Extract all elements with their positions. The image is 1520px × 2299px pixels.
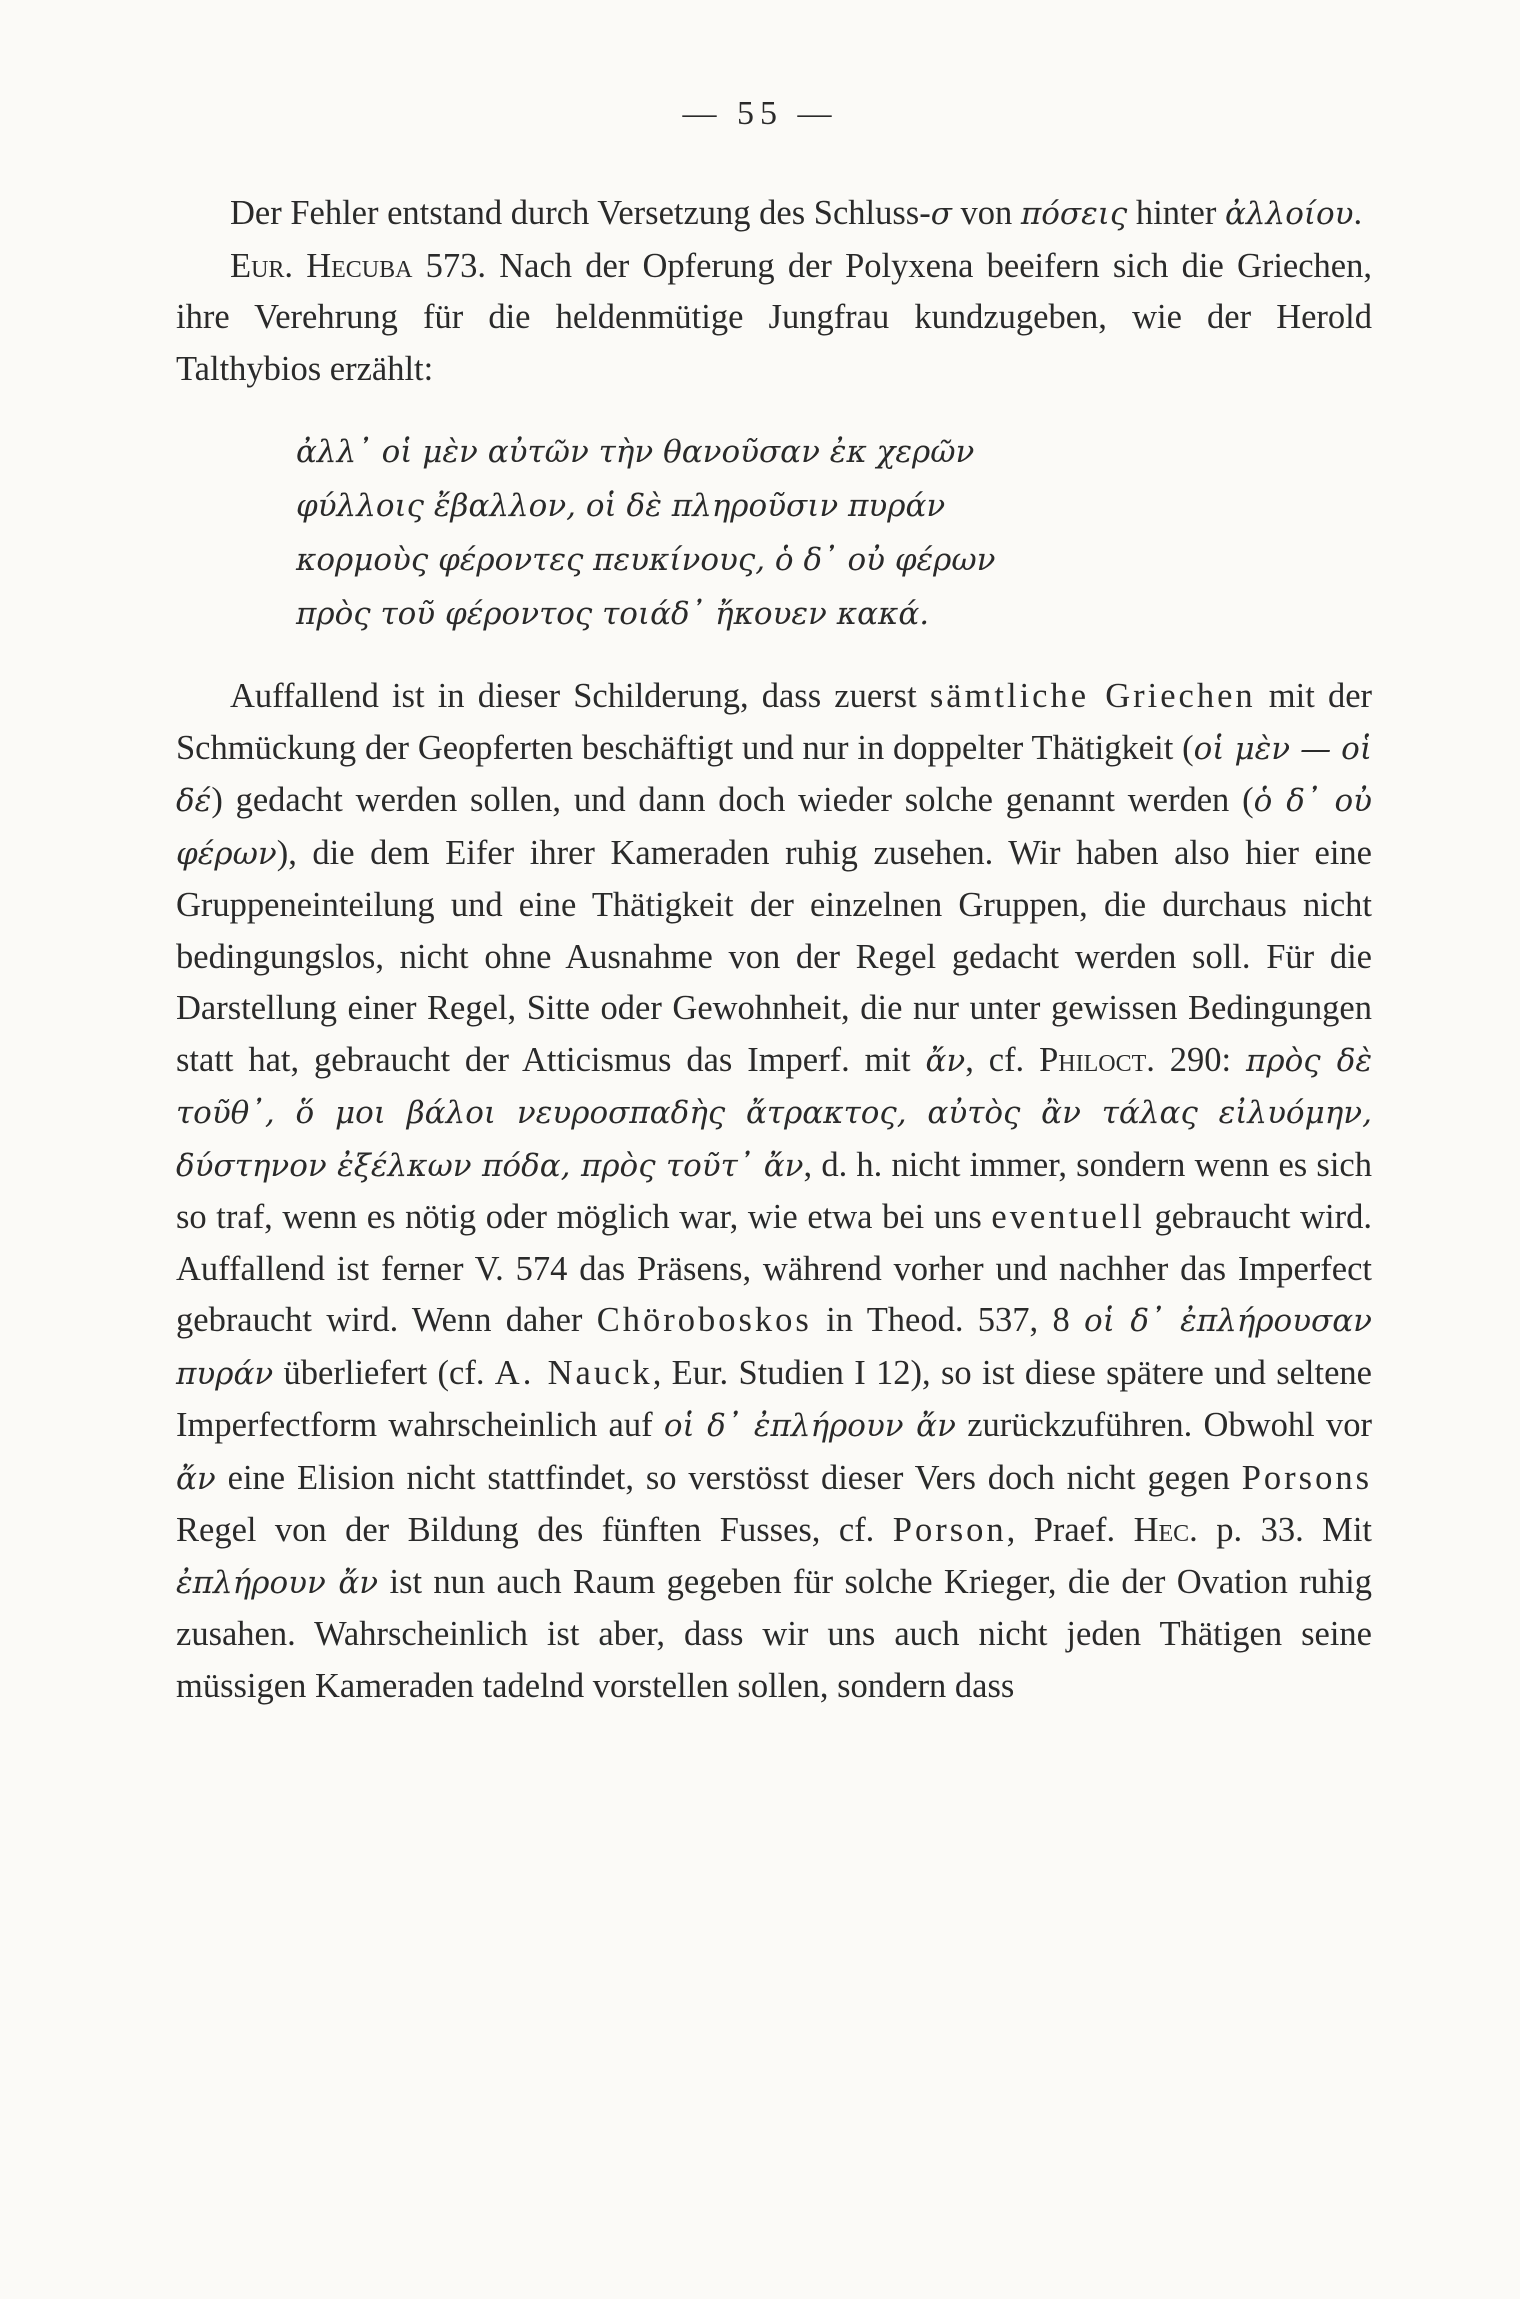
- text-run: Regel von der Bildung des fünften Fusses, cf.: [176, 1511, 893, 1549]
- text-run: p. 33. Mit: [1197, 1511, 1372, 1549]
- greek-text: ἐπλήρουν ἄν: [176, 1564, 379, 1601]
- citation-reference: Eur. Hecuba: [230, 246, 413, 285]
- body-text: [176, 188, 1372, 1712]
- paragraph-1: [176, 188, 1372, 241]
- text-run: 573. Nach der Opferung der Polyxena beeifern sich die Griechen, ihre Verehrung für die heldenmütige Jungfrau kundzugeben, wie der Herold Talthybios erzählt:: [176, 246, 1372, 388]
- text-run: Der Fehler entstand durch Versetzung des Schluss-: [230, 194, 931, 232]
- text-run: , Eur. Studien I 12), so ist diese spätere und seltene Imperfectform wahrscheinlich auf: [176, 1353, 1372, 1444]
- greek-text: οἱ μὲν — οἱ δέ: [176, 730, 1372, 819]
- citation-reference: Philoct.: [1039, 1040, 1155, 1079]
- text-run: in Theod. 537, 8: [811, 1301, 1085, 1339]
- page-number: — 55 —: [682, 95, 838, 132]
- greek-text: ἄν: [176, 1460, 216, 1497]
- greek-text: πρὸς δὲ τοῦθ᾽, ὅ μοι βάλοι νευροσπαδὴς ἄτρακτος, αὐτὸς ἂν τάλας εἰλυόμην, δύστηνον ἐξέλκων πόδα, πρὸς τοῦτ᾽ ἄν: [176, 1042, 1373, 1184]
- greek-text: οἱ δ᾽ ἐπλήρουν ἄν: [663, 1408, 956, 1444]
- paragraph-2: [176, 241, 1372, 396]
- spaced-emphasis: eventuell: [991, 1198, 1145, 1236]
- text-run: Auffallend ist in dieser Schilderung, dass zuerst: [230, 677, 930, 715]
- text-run: ), die dem Eifer ihrer Kameraden ruhig zusehen. Wir haben also hier eine Gruppeneinteilung und eine Thätigkeit der einzelnen Gruppen, die durchaus nicht bedingungslos, nicht ohne Ausnahme von der Regel gedacht werden soll. Für die Darstellung einer Regel, Sitte oder Gewohnheit, die nur unter gewissen Bedingungen statt hat, gebraucht der Atticismus das Imperf. mit: [176, 833, 1372, 1079]
- text-run: 290:: [1154, 1040, 1246, 1079]
- spaced-emphasis: Chöroboskos: [596, 1301, 812, 1339]
- text-run: hinter: [1127, 194, 1225, 232]
- greek-text: ὁ δ᾽ οὐ φέρων: [176, 783, 1372, 872]
- greek-text: οἱ δ᾽ ἐπλήρουσαν πυράν: [176, 1303, 1373, 1392]
- text-run: , d. h. nicht immer, sondern wenn es sich so traf, wenn es nötig oder möglich war, wie etwa bei uns: [176, 1145, 1372, 1236]
- verse-line: πρὸς τοῦ φέροντος τοιάδ᾽ ἤκουεν κακά.: [296, 596, 930, 632]
- text-run: .: [1353, 194, 1363, 232]
- verse-quote: [296, 425, 1372, 641]
- text-run: überliefert (cf.: [273, 1353, 495, 1392]
- text-run: ) gedacht werden sollen, und dann doch wieder solche genannt werden (: [211, 781, 1254, 819]
- text-run: ist nun auch Raum gegeben für solche Krieger, die der Ovation ruhig zusahen. Wahrscheinlich ist aber, dass wir uns auch nicht jeden Thätigen seine müssigen Kameraden tadelnd vorstellen sollen, sondern dass: [176, 1562, 1373, 1705]
- verse-line: φύλλοις ἔβαλλον, οἱ δὲ πληροῦσιν πυράν: [296, 488, 946, 524]
- text-run: , Praef.: [1006, 1511, 1134, 1549]
- text-run: , cf.: [965, 1040, 1040, 1079]
- paragraph-3: [176, 671, 1372, 1712]
- spaced-emphasis: A. Nauck: [494, 1353, 653, 1392]
- greek-text: πόσεις: [1020, 196, 1128, 232]
- spaced-emphasis: sämtliche Griechen: [929, 677, 1256, 715]
- greek-text: ἄν: [925, 1042, 966, 1079]
- verse-line: ἀλλ᾽ οἱ μὲν αὐτῶν τὴν θανοῦσαν ἐκ χερῶν: [296, 434, 975, 470]
- text-run: zurückzuführen. Obwohl vor: [955, 1406, 1372, 1444]
- text-run: eine Elision nicht stattfindet, so verstösst dieser Vers doch nicht gegen: [215, 1458, 1242, 1497]
- text-run: von: [951, 194, 1021, 232]
- citation-reference: Hec.: [1133, 1511, 1198, 1549]
- verse-line: κορμοὺς φέροντες πευκίνους, ὁ δ᾽ οὐ φέρων: [296, 542, 996, 578]
- greek-text: ἀλλοίου: [1224, 196, 1354, 232]
- text-run: gebraucht wird. Auffallend ist ferner V. 574 das Präsens, während vorher und nachher das Imperfect gebraucht wird. Wenn daher: [176, 1198, 1372, 1339]
- spaced-emphasis: Porson: [892, 1511, 1007, 1549]
- greek-text: σ: [930, 196, 952, 232]
- text-run: mit der Schmückung der Geopferten beschäftigt und nur in doppelter Thätigkeit (: [176, 677, 1373, 767]
- spaced-emphasis: Porsons: [1241, 1458, 1372, 1497]
